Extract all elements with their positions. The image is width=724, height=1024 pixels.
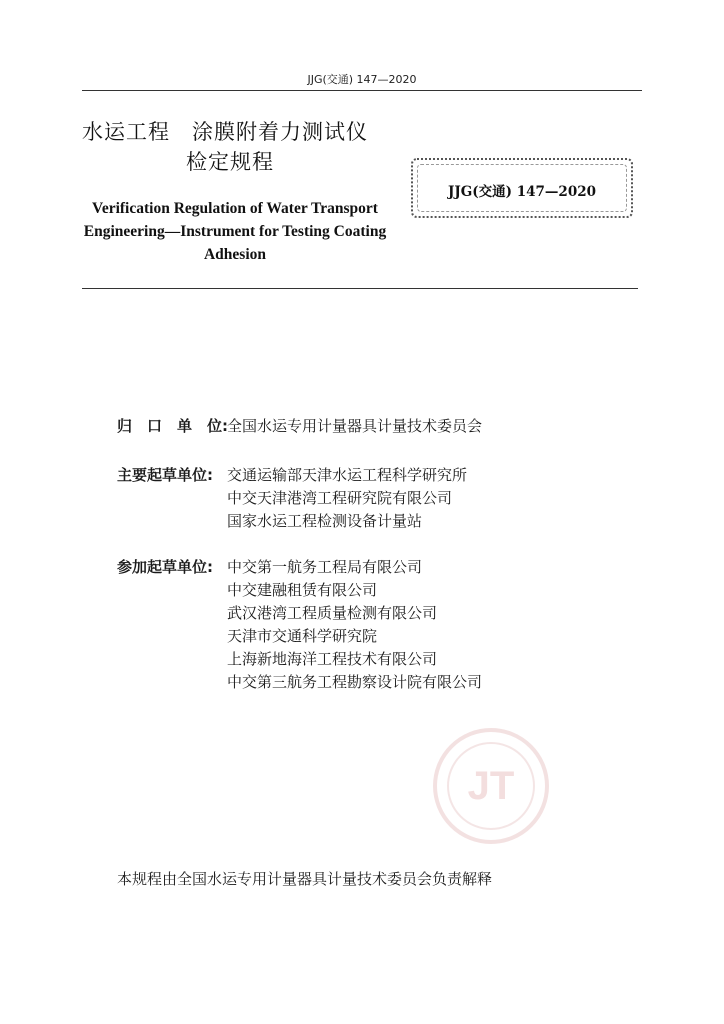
standard-code-box: [411, 158, 633, 218]
centralized-unit-block: [117, 415, 482, 438]
jt-watermark-seal: [433, 728, 549, 844]
main-drafting-unit: 中交天津港湾工程研究院有限公司: [227, 489, 453, 507]
participating-units-block: [117, 556, 482, 694]
chinese-title-line-1: 水运工程 涂膜附着力测试仪: [82, 120, 368, 144]
interpretation-note: 本规程由全国水运专用计量器具计量技术委员会负责解释: [117, 870, 493, 888]
participating-unit: 中交建融租赁有限公司: [227, 581, 378, 599]
standard-code-text: JJG(交通) 147—2020: [447, 184, 597, 200]
participating-unit: 武汉港湾工程质量检测有限公司: [227, 604, 438, 622]
chinese-title: [82, 117, 368, 177]
main-drafting-unit: 国家水运工程检测设备计量站: [227, 512, 423, 530]
participating-unit: 上海新地海洋工程技术有限公司: [227, 650, 438, 668]
header-rule: [82, 90, 642, 91]
centralized-unit-name: 全国水运专用计量器具计量技术委员会: [227, 417, 483, 435]
participating-label: 参加起草单位:: [117, 558, 213, 576]
main-drafting-units-block: [117, 464, 467, 533]
centralized-unit-label: 归 口 单 位:: [117, 417, 228, 435]
title-rule: [82, 288, 638, 289]
participating-unit: 中交第三航务工程勘察设计院有限公司: [227, 673, 483, 691]
seal-text: JT: [467, 764, 515, 808]
main-drafting-unit: 交通运输部天津水运工程科学研究所: [227, 466, 468, 484]
chinese-title-line-2: 检定规程: [186, 150, 274, 174]
main-drafting-label: 主要起草单位:: [117, 466, 213, 484]
header-standard-code: JJG(交通) 147—2020: [307, 73, 417, 86]
english-title: Verification Regulation of Water Transport Engineering—Instrument for Testing Coating Adhesion: [83, 200, 387, 263]
participating-unit: 天津市交通科学研究院: [227, 627, 378, 645]
participating-unit: 中交第一航务工程局有限公司: [227, 558, 423, 576]
